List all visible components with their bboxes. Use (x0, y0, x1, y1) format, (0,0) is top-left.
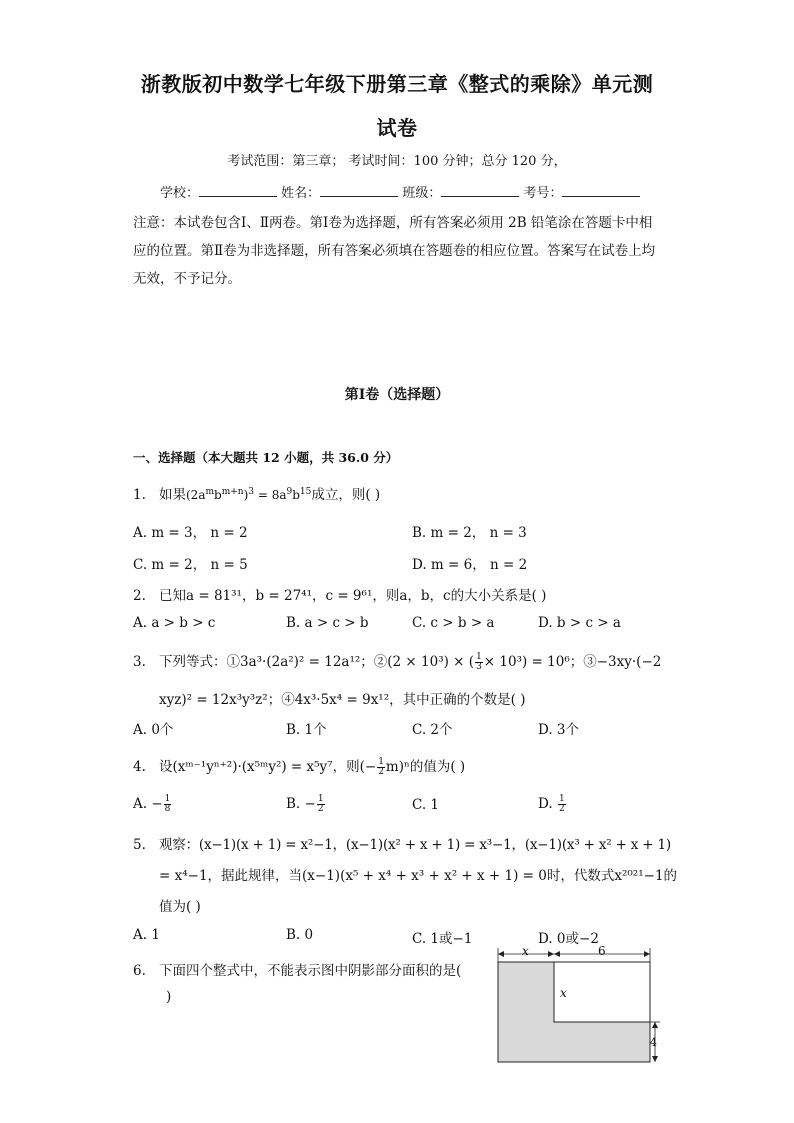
name-blank (320, 184, 398, 197)
numerator: 1 (317, 794, 324, 804)
q3-option-a: A. 0个 (133, 722, 174, 738)
label-x-side: x (560, 986, 567, 1000)
question-5-line3: 值为( ) (159, 899, 201, 915)
exam-no-blank (562, 184, 640, 197)
name-label: 姓名： (281, 186, 321, 201)
label-x-top: x (522, 944, 529, 958)
q3-option-d: D. 3个 (538, 722, 580, 738)
q6-figure (492, 944, 662, 1069)
question-5-line2: = x⁴−1，据此规律，当(x−1)(x⁵ + x⁴ + x³ + x² + x + 1) = 0时，代数式x²⁰²¹−1的 (159, 868, 678, 884)
q3-option-c: C. 2个 (412, 722, 453, 738)
question-text: 已知a = 81³¹，b = 27⁴¹，c = 9⁶¹，则a，b，c的大小关系是( ) (159, 588, 547, 604)
q4-option-b (286, 795, 326, 814)
q2-option-a: A. a > b > c (133, 615, 216, 631)
denominator: 2 (317, 804, 324, 814)
exam-no-label: 考号： (523, 186, 563, 201)
class-blank (441, 184, 519, 197)
label-4: 4 (650, 1036, 657, 1049)
question-3-line2: xyz)² = 12x³y³z²；④4x³·5x⁴ = 9x¹²，其中正确的个数是( ) (159, 692, 526, 708)
numerator: 1 (164, 794, 171, 804)
denominator: 8 (164, 804, 171, 814)
q1-formula: $(2a^mb^{m+n})^3 = 8a^9b^{15}$ (186, 487, 312, 502)
q3-option-b: B. 1个 (286, 722, 327, 738)
q2-option-b: B. a > c > b (286, 615, 369, 631)
student-fields (160, 182, 640, 201)
exam-info: 考试范围：第三章； 考试时间：100 分钟；总分 120 分， (227, 154, 567, 169)
fraction (558, 795, 566, 814)
arrow-head (548, 951, 554, 957)
fraction (317, 795, 325, 814)
q1-option-d: D. m = 6， n = 2 (412, 557, 528, 573)
exam-title-line1: 浙教版初中数学七年级下册第三章《整式的乘除》单元测 (140, 72, 654, 96)
q1-option-c: C. m = 2， n = 5 (133, 557, 248, 573)
arrow-head (498, 951, 504, 957)
class-label: 班级： (402, 186, 442, 201)
q5-option-c: C. 1或−1 (412, 931, 473, 947)
fraction (377, 758, 385, 777)
question-text: 观察：(x−1)(x + 1) = x²−1，(x−1)(x² + x + 1) = x³−1，(x−1)(x³ + x² + x + 1) (159, 837, 671, 853)
question-number: 1. (133, 487, 146, 503)
fraction (475, 653, 483, 672)
denominator: 3 (476, 662, 482, 672)
question-text: 设(xᵐ⁻¹yⁿ⁺²)·(x⁵ᵐy²) = x⁵y⁷，则(− (159, 759, 377, 775)
numerator: 1 (476, 652, 482, 662)
fraction (164, 795, 172, 814)
numerator: 1 (558, 794, 565, 804)
q5-option-d: D. 0或−2 (538, 931, 599, 947)
arrow-head (652, 1056, 658, 1062)
part-title: 第Ⅰ卷（选择题） (344, 387, 450, 403)
question-1 (133, 483, 380, 503)
question-text-end: 成立，则( ) (311, 487, 381, 503)
option-label: B. − (286, 796, 316, 812)
question-number: 2. (133, 588, 146, 604)
question-6-line2: ) (166, 989, 172, 1005)
unshaded-rectangle (554, 962, 650, 1022)
section-title: 一、选择题（本大题共 12 小题，共 36.0 分） (133, 450, 399, 465)
school-blank (199, 184, 277, 197)
q5-option-a: A. 1 (133, 927, 160, 943)
question-text: 如果 (159, 487, 186, 503)
question-text-end: m)ⁿ的值为( ) (385, 759, 466, 775)
question-number: 5. (133, 837, 146, 853)
shaded-area-diagram (492, 944, 662, 1069)
question-number: 3. (133, 654, 146, 670)
q2-option-c: C. c > b > a (412, 615, 495, 631)
denominator: 2 (378, 767, 384, 777)
q1-option-a: A. m = 3， n = 2 (133, 525, 248, 541)
arrow-head (652, 1022, 658, 1028)
exam-title-line2: 试卷 (376, 116, 418, 140)
denominator: 2 (558, 804, 565, 814)
question-number: 6. (133, 963, 146, 979)
option-label: A. − (133, 796, 163, 812)
school-label: 学校： (160, 186, 200, 201)
q4-option-d (538, 795, 567, 814)
question-5 (133, 833, 671, 853)
question-6 (133, 959, 461, 979)
q2-option-d: D. b > c > a (538, 615, 621, 631)
question-number: 4. (133, 759, 146, 775)
question-4 (133, 755, 465, 777)
question-3 (133, 650, 661, 672)
label-6: 6 (598, 944, 606, 958)
question-text-cont: × 10³) = 10⁶；③−3xy·(−2 (483, 654, 662, 670)
q5-option-b: B. 0 (286, 927, 314, 943)
q4-option-a (133, 795, 172, 814)
q4-option-c: C. 1 (412, 797, 440, 813)
question-text: 下列等式：①3a³·(2a²)² = 12a¹²；②(2 × 10³) × ( (159, 654, 475, 670)
exam-note: 注意：本试卷包含Ⅰ、Ⅱ两卷。第Ⅰ卷为选择题，所有答案必须用 2B 铅笔涂在答题卡中相应的位置。第Ⅱ卷为非选择题，所有答案必须填在答题卷的相应位置。答案写在试卷上均无效，不予记分。 (133, 215, 656, 287)
question-2 (133, 584, 546, 604)
q1-option-b: B. m = 2， n = 3 (412, 525, 527, 541)
arrow-head (644, 951, 650, 957)
arrow-head (554, 951, 560, 957)
question-text: 下面四个整式中，不能表示图中阴影部分面积的是( (159, 963, 462, 979)
option-label: D. (538, 796, 557, 812)
numerator: 1 (378, 757, 384, 767)
